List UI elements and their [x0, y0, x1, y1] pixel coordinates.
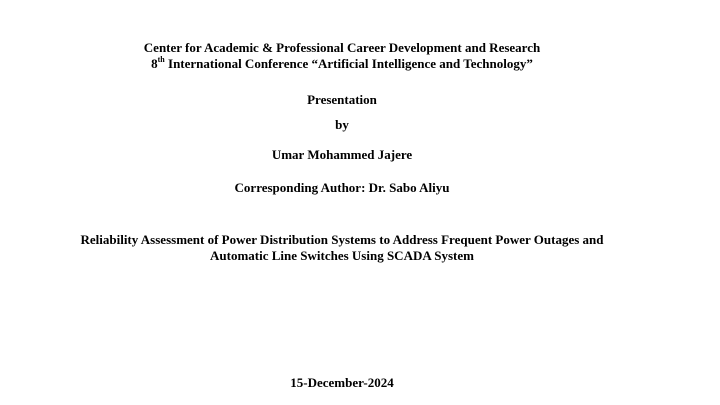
by-label: by: [335, 117, 349, 132]
paper-title-line-1: Reliability Assessment of Power Distribution Systems to Address Frequent Power Outages and: [80, 232, 604, 247]
conference-title-rest: International Conference “Artificial Intelligence and Technology”: [164, 56, 533, 71]
presentation-label: Presentation: [307, 92, 377, 107]
paper-title-line-2: Automatic Line Switches Using SCADA System: [210, 248, 474, 263]
presentation-date: 15-December-2024: [290, 375, 394, 390]
presenter-name: Umar Mohammed Jajere: [271, 147, 413, 162]
conference-ordinal-number: 8: [151, 56, 158, 71]
organization-name: Center for Academic & Professional Career Development and Research: [143, 40, 541, 55]
conference-title: [0, 56, 702, 72]
corresponding-author: Corresponding Author: Dr. Sabo Aliyu: [234, 180, 450, 195]
conference-ordinal-suffix: th: [157, 54, 165, 64]
